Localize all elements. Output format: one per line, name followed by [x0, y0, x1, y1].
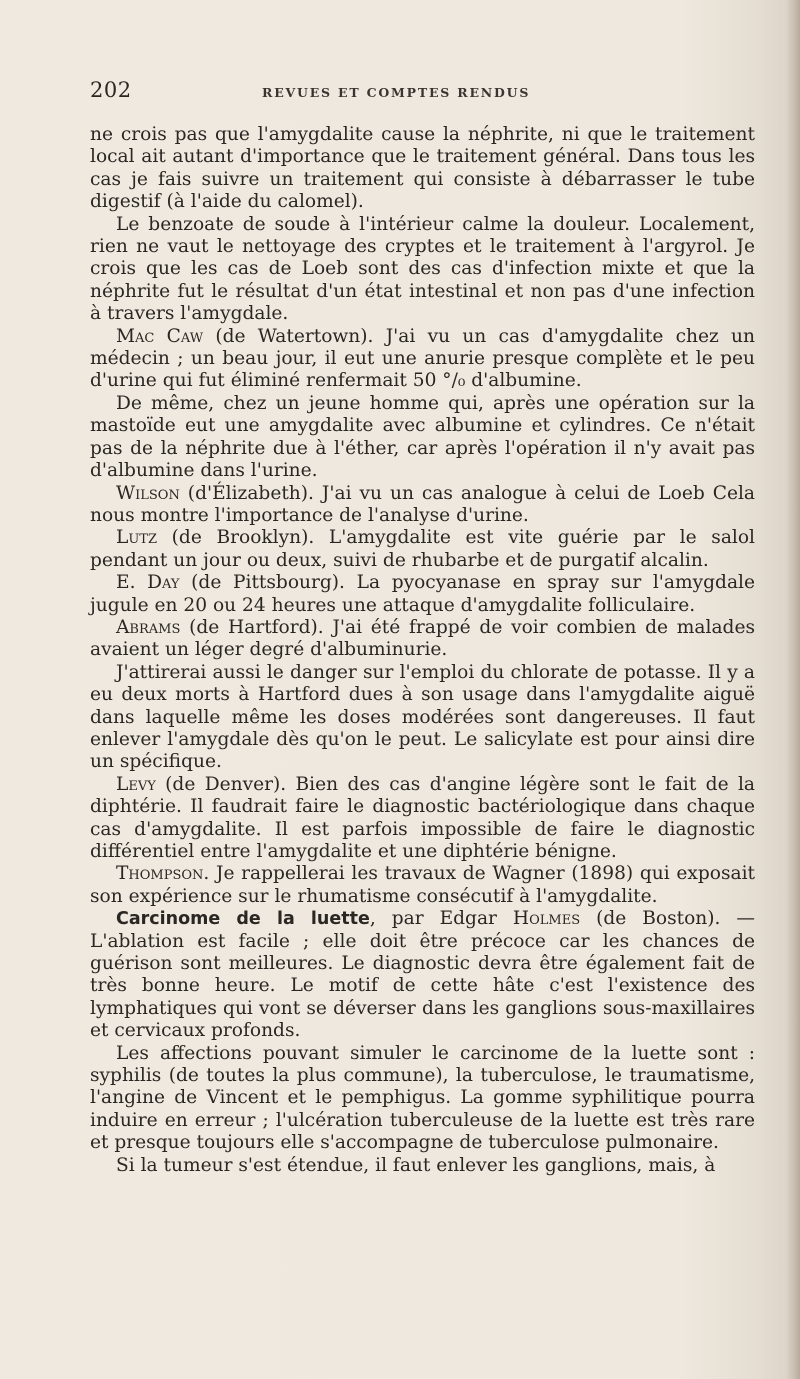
paragraph [90, 326, 755, 393]
paragraph [90, 774, 755, 864]
paragraph [90, 124, 755, 214]
paragraph [90, 1155, 755, 1177]
speaker-name: Thompson [116, 863, 204, 885]
page-fold-shadow [786, 0, 800, 1379]
speaker-name: Abrams [116, 616, 181, 638]
author-name: Holmes [512, 908, 581, 930]
paragraph-text: (de Watertown). J'ai vu un cas d'amygdalite chez un médecin ; un beau jour, il eut une anurie presque complète et le peu d'urine qui fut éliminé renfermait 50 °/₀ d'albumine. [90, 325, 755, 392]
paragraph [90, 1043, 755, 1155]
body-text [90, 124, 755, 1177]
paragraph-text: (de Denver). Bien des cas d'angine légère sont le fait de la diphtérie. Il faudrait faire le diagnostic bactériologique dans chaque cas d'amygdalite. Il est parfois impossible de faire le diagnostic différentiel entre l'amygdalite et une diphtérie bénigne. [90, 773, 755, 862]
paragraph-text: (de Hartford). J'ai été frappé de voir combien de malades avaient un léger degré d'albuminurie. [90, 616, 755, 661]
paragraph-text: (d'Élizabeth). J'ai vu un cas analogue à celui de Loeb Cela nous montre l'importance de l'analyse d'urine. [90, 482, 755, 526]
paragraph-text: De même, chez un jeune homme qui, après une opération sur la mastoïde eut une amygdalite avec albumine et cylindres. Ce n'était pas de la néphrite due à l'éther, car après l'opération il n'y avait pas d'albumine dans l'urine. [90, 392, 755, 482]
paragraph-text: (de Pittsbourg). La pyocyanase en spray sur l'amygdale jugule en 20 ou 24 heures une attaque d'amygdalite folliculaire. [90, 572, 755, 616]
paragraph-text: (de Brooklyn). L'amygdalite est vite guérie par le salol pendant un jour ou deux, suivi de rhubarbe et de purgatif alcalin. [90, 527, 755, 571]
speaker-name: Lutz [116, 527, 158, 549]
paragraph-text: , par Edgar [369, 908, 513, 930]
speaker-name: Levy [116, 773, 156, 795]
paragraph [90, 483, 755, 528]
paragraph [90, 214, 755, 326]
paragraph-text: Le benzoate de soude à l'intérieur calme la douleur. Localement, rien ne vaut le nettoyage des cryptes et le traitement à l'argyrol. Je crois que les cas de Loeb sont des cas d'infection mixte et que la néphrite fut le résultat d'un état intestinal et non pas d'une infection à travers l'amygdale. [90, 213, 755, 325]
paragraph-text: J'attirerai aussi le danger sur l'emploi du chlorate de potasse. Il y a eu deux morts à Hartford dues à son usage dans l'amygdalite aiguë dans laquelle même les doses modérées sont dangereuses. Il faut enlever l'amygdale dès qu'on le peut. Le salicylate est pour ainsi dire un spécifique. [90, 661, 755, 773]
paragraph [90, 662, 755, 774]
section-heading: Carcinome de la luette [116, 909, 370, 930]
speaker-name: Mac Caw [116, 325, 204, 347]
running-head: REVUES ET COMPTES RENDUS [262, 85, 531, 100]
speaker-name: E. Day [116, 572, 180, 594]
paragraph [90, 527, 755, 572]
paragraph [90, 572, 755, 617]
paragraph-text: . Je rappellerai les travaux de Wagner (1898) qui exposait son expérience sur le rhumatisme consécutif à l'amygdalite. [90, 863, 755, 907]
page-number: 202 [90, 78, 132, 102]
page-header [90, 78, 780, 106]
paragraph [90, 617, 755, 662]
paragraph-text: Si la tumeur s'est étendue, il faut enlever les ganglions, mais, à [116, 1154, 716, 1176]
paragraph [90, 863, 755, 908]
paragraph-text: Les affections pouvant simuler le carcinome de la luette sont : syphilis (de toutes la plus commune), la tuberculose, le traumatisme, l'angine de Vincent et le pemphigus. La gomme syphilitique pourra induire en erreur ; l'ulcération tuberculeuse de la luette est très rare et presque toujours elle s'accompagne de tuberculose pulmonaire. [90, 1042, 755, 1154]
paragraph-text: ne crois pas que l'amygdalite cause la néphrite, ni que le traitement local ait autant d'importance que le traitement général. Dans tous les cas je fais suivre un traitement qui consiste à débarrasser le tube digestif (à l'aide du calomel). [90, 124, 755, 213]
paragraph [90, 393, 755, 483]
speaker-name: Wilson [116, 482, 180, 504]
paragraph-text: (de Boston). — L'ablation est facile ; elle doit être précoce car les chances de guérison sont meilleures. Le diagnostic devra être également fait de très bonne heure. Le motif de cette hâte c'est l'existence des lymphatiques qui vont se déverser dans les ganglions sous-maxillaires et cervicaux profonds. [90, 908, 755, 1042]
paragraph [90, 908, 755, 1042]
